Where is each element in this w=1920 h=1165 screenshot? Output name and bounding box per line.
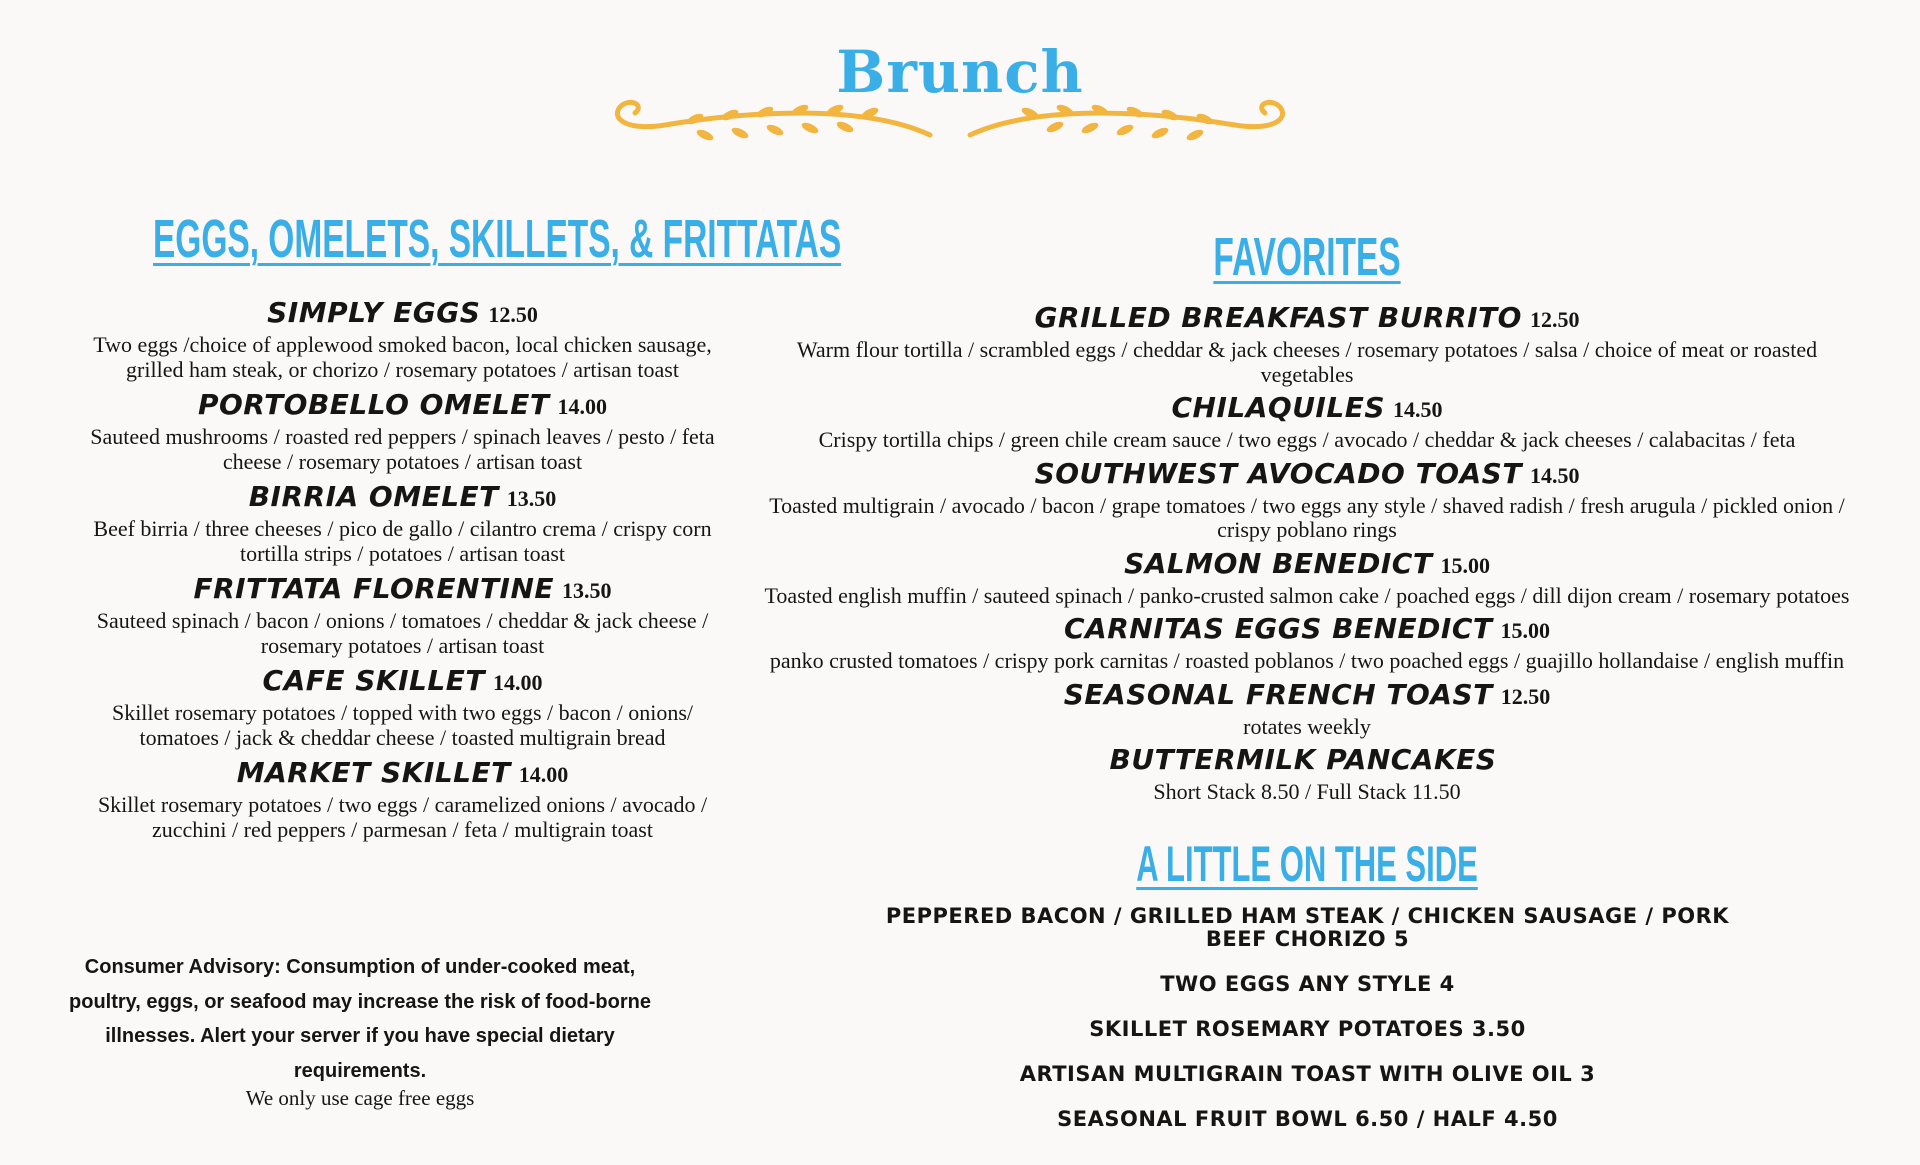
page-title: Brunch <box>836 38 1084 106</box>
item-name: PORTOBELLO OMELET <box>197 388 550 421</box>
menu-item <box>748 456 1866 543</box>
item-price: 14.50 <box>1529 462 1580 488</box>
item-name: SIMPLY EGGS <box>267 296 481 329</box>
side-item: SEASONAL FRUIT BOWL 6.50 / HALF 4.50 <box>1057 1107 1558 1131</box>
item-description: Toasted english muffin / sauteed spinach / panko-crusted salmon cake / poached eggs / dill dijon cream / rosemary potatoes <box>764 582 1850 608</box>
sides-section-heading: A LITTLE ON THE SIDE <box>1136 836 1478 892</box>
item-name: GRILLED BREAKFAST BURRITO <box>1034 301 1522 334</box>
item-price: 12.50 <box>488 302 538 327</box>
item-description: Short Stack 8.50 / Full Stack 11.50 <box>1153 779 1461 804</box>
sides-list <box>870 905 1745 1153</box>
item-price: 12.50 <box>1500 683 1551 709</box>
item-price: 13.50 <box>506 486 557 511</box>
menu-item <box>748 677 1866 740</box>
cage-free-note: We only use cage free eggs <box>245 1086 475 1110</box>
item-description: rotates weekly <box>1243 713 1371 739</box>
menu-item <box>80 574 725 658</box>
item-price: 14.00 <box>518 762 569 787</box>
item-name: BIRRIA OMELET <box>248 480 499 513</box>
menu-item <box>748 614 1866 674</box>
item-price: 14.00 <box>557 394 608 419</box>
item-price: 15.00 <box>1440 552 1490 578</box>
item-description: Crispy tortilla chips / green chile cream sauce / two eggs / avocado / cheddar & jack cheeses / calabacitas / feta <box>818 427 1796 452</box>
menu-item <box>748 546 1866 609</box>
side-item: PEPPERED BACON / GRILLED HAM STEAK / CHICKEN SAUSAGE / PORK BEEF CHORIZO 5 <box>885 904 1730 951</box>
item-description: Skillet rosemary potatoes / two eggs / caramelized onions / avocado / zucchini / red peppers / parmesan / feta / multigrain toast <box>97 792 708 842</box>
item-price: 12.50 <box>1529 307 1580 332</box>
favorites-section-heading: FAVORITES <box>1213 227 1401 287</box>
menu-item <box>80 482 725 566</box>
item-price: 14.00 <box>492 670 543 695</box>
menu-item <box>80 666 725 750</box>
eggs-menu-list <box>80 298 725 850</box>
item-name: FRITTATA FLORENTINE <box>193 572 555 605</box>
item-description: Two eggs /choice of applewood smoked bacon, local chicken sausage, grilled ham steak, or chorizo / rosemary potatoes / artisan toast <box>93 332 712 382</box>
item-name: BUTTERMILK PANCAKES <box>1109 743 1497 776</box>
menu-item <box>80 390 725 474</box>
consumer-advisory: Consumer Advisory: Consumption of under-cooked meat, poultry, eggs, or seafood may increase the risk of food-borne illnesses. Alert your server if you have special dietary requirements. <box>69 956 651 1082</box>
item-name: SEASONAL FRENCH TOAST <box>1063 677 1493 711</box>
menu-item <box>748 745 1866 805</box>
side-item: ARTISAN MULTIGRAIN TOAST WITH OLIVE OIL 3 <box>1019 1062 1596 1086</box>
item-description: Skillet rosemary potatoes / topped with two eggs / bacon / onions/ tomatoes / jack & cheddar cheese / toasted multigrain bread <box>111 700 694 750</box>
item-price: 13.50 <box>562 578 612 603</box>
item-description: Beef birria / three cheeses / pico de gallo / cilantro crema / crispy corn tortilla strips / potatoes / artisan toast <box>93 516 712 566</box>
item-name: SALMON BENEDICT <box>1124 546 1433 580</box>
item-description: Toasted multigrain / avocado / bacon / grape tomatoes / two eggs any style / shaved radish / fresh arugula / pickled onion / crispy poblano rings <box>769 492 1845 542</box>
item-description: panko crusted tomatoes / crispy pork carnitas / roasted poblanos / two poached eggs / guajillo hollandaise / english muffin <box>769 648 1845 673</box>
item-name: CARNITAS EGGS BENEDICT <box>1064 612 1493 645</box>
item-description: Warm flour tortilla / scrambled eggs / cheddar & jack cheeses / rosemary potatoes / salsa / choice of meat or roasted vegetables <box>796 337 1818 387</box>
item-name: SOUTHWEST AVOCADO TOAST <box>1034 456 1522 490</box>
menu-item <box>748 393 1866 453</box>
flourish-ornament-icon <box>605 95 1295 165</box>
menu-item <box>748 303 1866 387</box>
eggs-section-heading: EGGS, OMELETS, SKILLETS, & FRITTATAS <box>152 209 842 269</box>
item-description: Sauteed spinach / bacon / onions / tomatoes / cheddar & jack cheese / rosemary potatoes / artisan toast <box>96 608 709 658</box>
side-item: SKILLET ROSEMARY POTATOES 3.50 <box>1089 1017 1526 1041</box>
item-name: CAFE SKILLET <box>262 664 485 697</box>
item-price: 15.00 <box>1500 618 1550 643</box>
item-name: CHILAQUILES <box>1171 391 1385 424</box>
side-item: TWO EGGS ANY STYLE 4 <box>1160 972 1455 996</box>
item-description: Sauteed mushrooms / roasted red peppers / spinach leaves / pesto / feta cheese / rosemary potatoes / artisan toast <box>90 424 715 474</box>
menu-item <box>80 298 725 382</box>
item-name: MARKET SKILLET <box>236 756 511 789</box>
menu-item <box>80 758 725 842</box>
favorites-menu-list <box>748 303 1866 811</box>
item-price: 14.50 <box>1393 397 1443 422</box>
